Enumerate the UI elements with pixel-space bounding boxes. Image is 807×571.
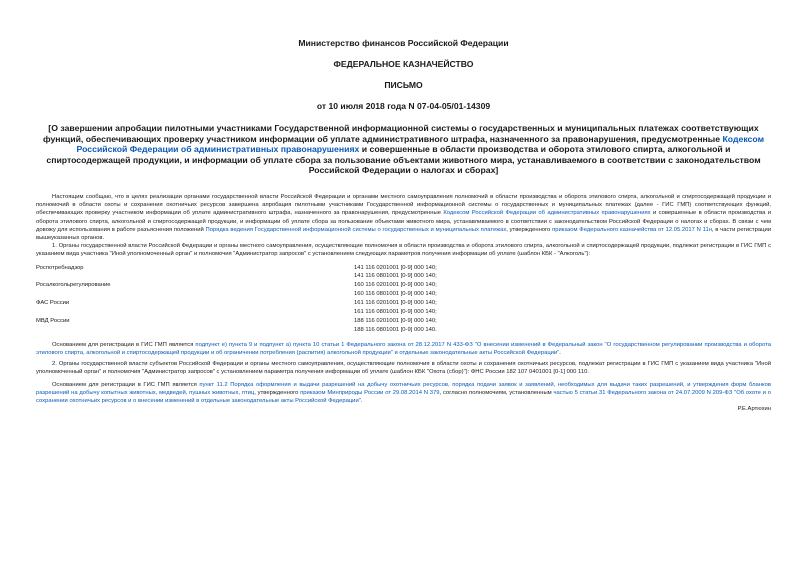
basis-2-hunting-order-link[interactable]: пункт 11.2 Порядка оформления и выдачи разрешений на добычу охотничьих ресурсов, порядка подачи заявок и заявлений, необходимых для выдачи таких разрешений, и утверждения форм бланков разрешений на добычу копытных животных, медведей, пушных животных, птиц (36, 381, 771, 396)
basis-2-paragraph (36, 381, 771, 406)
basis-2-text-2: , утвержденного (254, 389, 301, 396)
kbk-code: 160 116 0201001 [0-9] 000 140; (354, 282, 437, 289)
intro-text-4: , в части регистрации вышеуказанных органов. (36, 226, 771, 241)
basis-1-paragraph (36, 341, 771, 357)
intro-treasury-order-link[interactable]: приказом Федерального казначейства от 12.05.2017 N 11н (552, 226, 712, 233)
intro-text-2: и совершенные в области производства и оборота этилового спирта, алкогольной и спиртосодержащей продукции, и информации об уплате сбора за пользование объектами животного мира, устанавливаемого в соответствии с законодательством Российской Федерации о налогах и сборах. В связи с чем довожу для использования в работе разъяснения положений (36, 210, 771, 233)
kbk-row (36, 264, 771, 273)
kbk-code: 141 116 0201001 [0-9] 000 140; (354, 264, 437, 271)
kbk-agency (36, 290, 354, 299)
kbk-row (36, 272, 771, 281)
kbk-row (36, 290, 771, 299)
ministry-name: Министерство финансов Российской Федерации (298, 38, 509, 48)
basis-1-text-1: Основанием для регистрации в ГИС ГМП является (52, 341, 196, 348)
basis-2-minprirody-order-link[interactable]: приказом Минприроды России от 29.08.2014 N 379 (300, 389, 440, 396)
kbk-agency: ФАС России (36, 300, 70, 307)
basis-2-text-3: , согласно полномочиям, установленным (439, 389, 554, 396)
intro-text-1: Настоящим сообщаю, что в целях реализации органами государственной власти Российской Федерации и органами местного самоуправления полномочий в области производства и оборота этилового спирта, алкогольной и спиртосодержащей продукции и полномочий в области охоты и сохранения охотничьих ресурсов завершена апробация пилотными участниками Государственной информационной системы о государственных и муниципальных платежах (далее - ГИС ГМП) соответствующих функций, обеспечивающих проверку участником информации об уплате административного штрафа, назначенного за правонарушения, предусмотренные (36, 193, 771, 217)
document-date-number: от 10 июля 2018 года N 07-04-05/01-14309 (316, 101, 491, 111)
kbk-row (36, 281, 771, 290)
intro-koap-link[interactable]: Кодексом Российской Федерации об административных правонарушениях (443, 210, 651, 217)
kbk-agency: МВД России (36, 317, 70, 324)
subject-text-a: [О завершении апробации пилотными участниками Государственной информационной системы о государственных и муниципальных платежах соответствующих функций, обеспечивающих проверку участником информации об уплате административного штрафа, назначенного за правонарушения, предусмотренные (42, 123, 759, 144)
document-subject (36, 123, 771, 176)
kbk-code: 161 116 0201001 [0-9] 000 140; (354, 300, 437, 307)
kbk-code: 161 116 0801001 [0-9] 000 140; (354, 309, 437, 316)
basis-2-text-4: . (360, 397, 363, 404)
kbk-code: 188 116 0801001 [0-9] 000 140. (354, 326, 437, 333)
kbk-code: 188 116 0201001 [0-9] 000 140; (354, 317, 437, 324)
basis-1-text-2: . (559, 349, 561, 356)
document-type: ПИСЬМО (384, 80, 423, 90)
kbk-agency (36, 272, 354, 281)
kbk-row (36, 308, 771, 317)
kbk-agency (36, 326, 354, 335)
kbk-list (36, 264, 771, 335)
kbk-agency: Роспотребнадзор (36, 264, 84, 271)
intro-paragraph (36, 193, 771, 242)
document-page (36, 30, 771, 414)
kbk-code: 141 116 0801001 [0-9] 000 140; (354, 273, 437, 280)
item-2-paragraph: 2. Органы государственной власти субъектов Российской Федерации и органы местного самоуправления, осуществляющие полномочия в области охоты и сохранения охотничьих ресурсов, подлежат регистрации в ГИС ГМП с указанием вида участника "Иной уполномоченный орган" и полномочия "Администратор запросов" с установлением параметра получения информации об уплате (шаблон КБК "Охота (сбор)"): ФНС России 182 107 0401001 [0-1] 000 110. (36, 361, 771, 376)
kbk-row (36, 299, 771, 308)
kbk-row (36, 317, 771, 326)
subject-text-b: и совершенные в области производства и оборота этилового спирта, алкогольной и спиртосодержащей продукции, и информации об уплате сбора за пользование объектами животного мира, устанавливаемого в соответствии с законодательством Российской Федерации о налогах и сборах] (46, 144, 761, 176)
kbk-agency (36, 308, 354, 317)
item-1-paragraph: 1. Органы государственной власти Российской Федерации и органы местного самоуправления, осуществляющие полномочия в области производства и оборота этилового спирта, алкогольной и спиртосодержащей продукции, подлежат регистрации в ГИС ГМП с указанием вида участника "Иной уполномоченный орган" и полномочия "Администратор запросов" с установлением следующих параметров получения информации об уплате (шаблон КБК - "Алкоголь"): (36, 243, 771, 258)
intro-gis-order-link[interactable]: Порядка ведения Государственной информационной системы о государственных и муниципальных платежах (205, 226, 507, 233)
basis-1-law-433-link[interactable]: подпункт е) пункта 9 и подпункт а) пункта 10 статьи 1 Федерального закона от 28.12.2017 N 433-ФЗ "О внесении изменений в Федеральный закон "О государственном регулировании производства и оборота этилового спирта, алкогольной и спиртосодержащей продукции и об ограничении потребления (распития) алкогольной продукции" и отдельные законодательные акты Российской Федерации" (36, 341, 771, 356)
agency-name: ФЕДЕРАЛЬНОЕ КАЗНАЧЕЙСТВО (333, 59, 474, 69)
kbk-code: 160 116 0801001 [0-9] 000 140; (354, 291, 437, 298)
signature: Р.Е.Артюхин (737, 406, 771, 413)
subject-koap-link[interactable]: Кодексом Российской Федерации об административных правонарушениях (76, 133, 765, 155)
basis-2-text-1: Основанием для регистрации в ГИС ГМП является (52, 381, 200, 388)
kbk-row (36, 326, 771, 335)
intro-text-3: , утвержденного (506, 226, 553, 233)
basis-2-law-209-link[interactable]: частью 5 статьи 31 Федерального закона от 24.07.2009 N 209-ФЗ "Об охоте и о сохранении охотничьих ресурсов и о внесении изменений в отдельные законодательные акты Российской Федерации" (36, 389, 771, 404)
kbk-agency: Росалкогольрегулирование (36, 282, 111, 289)
